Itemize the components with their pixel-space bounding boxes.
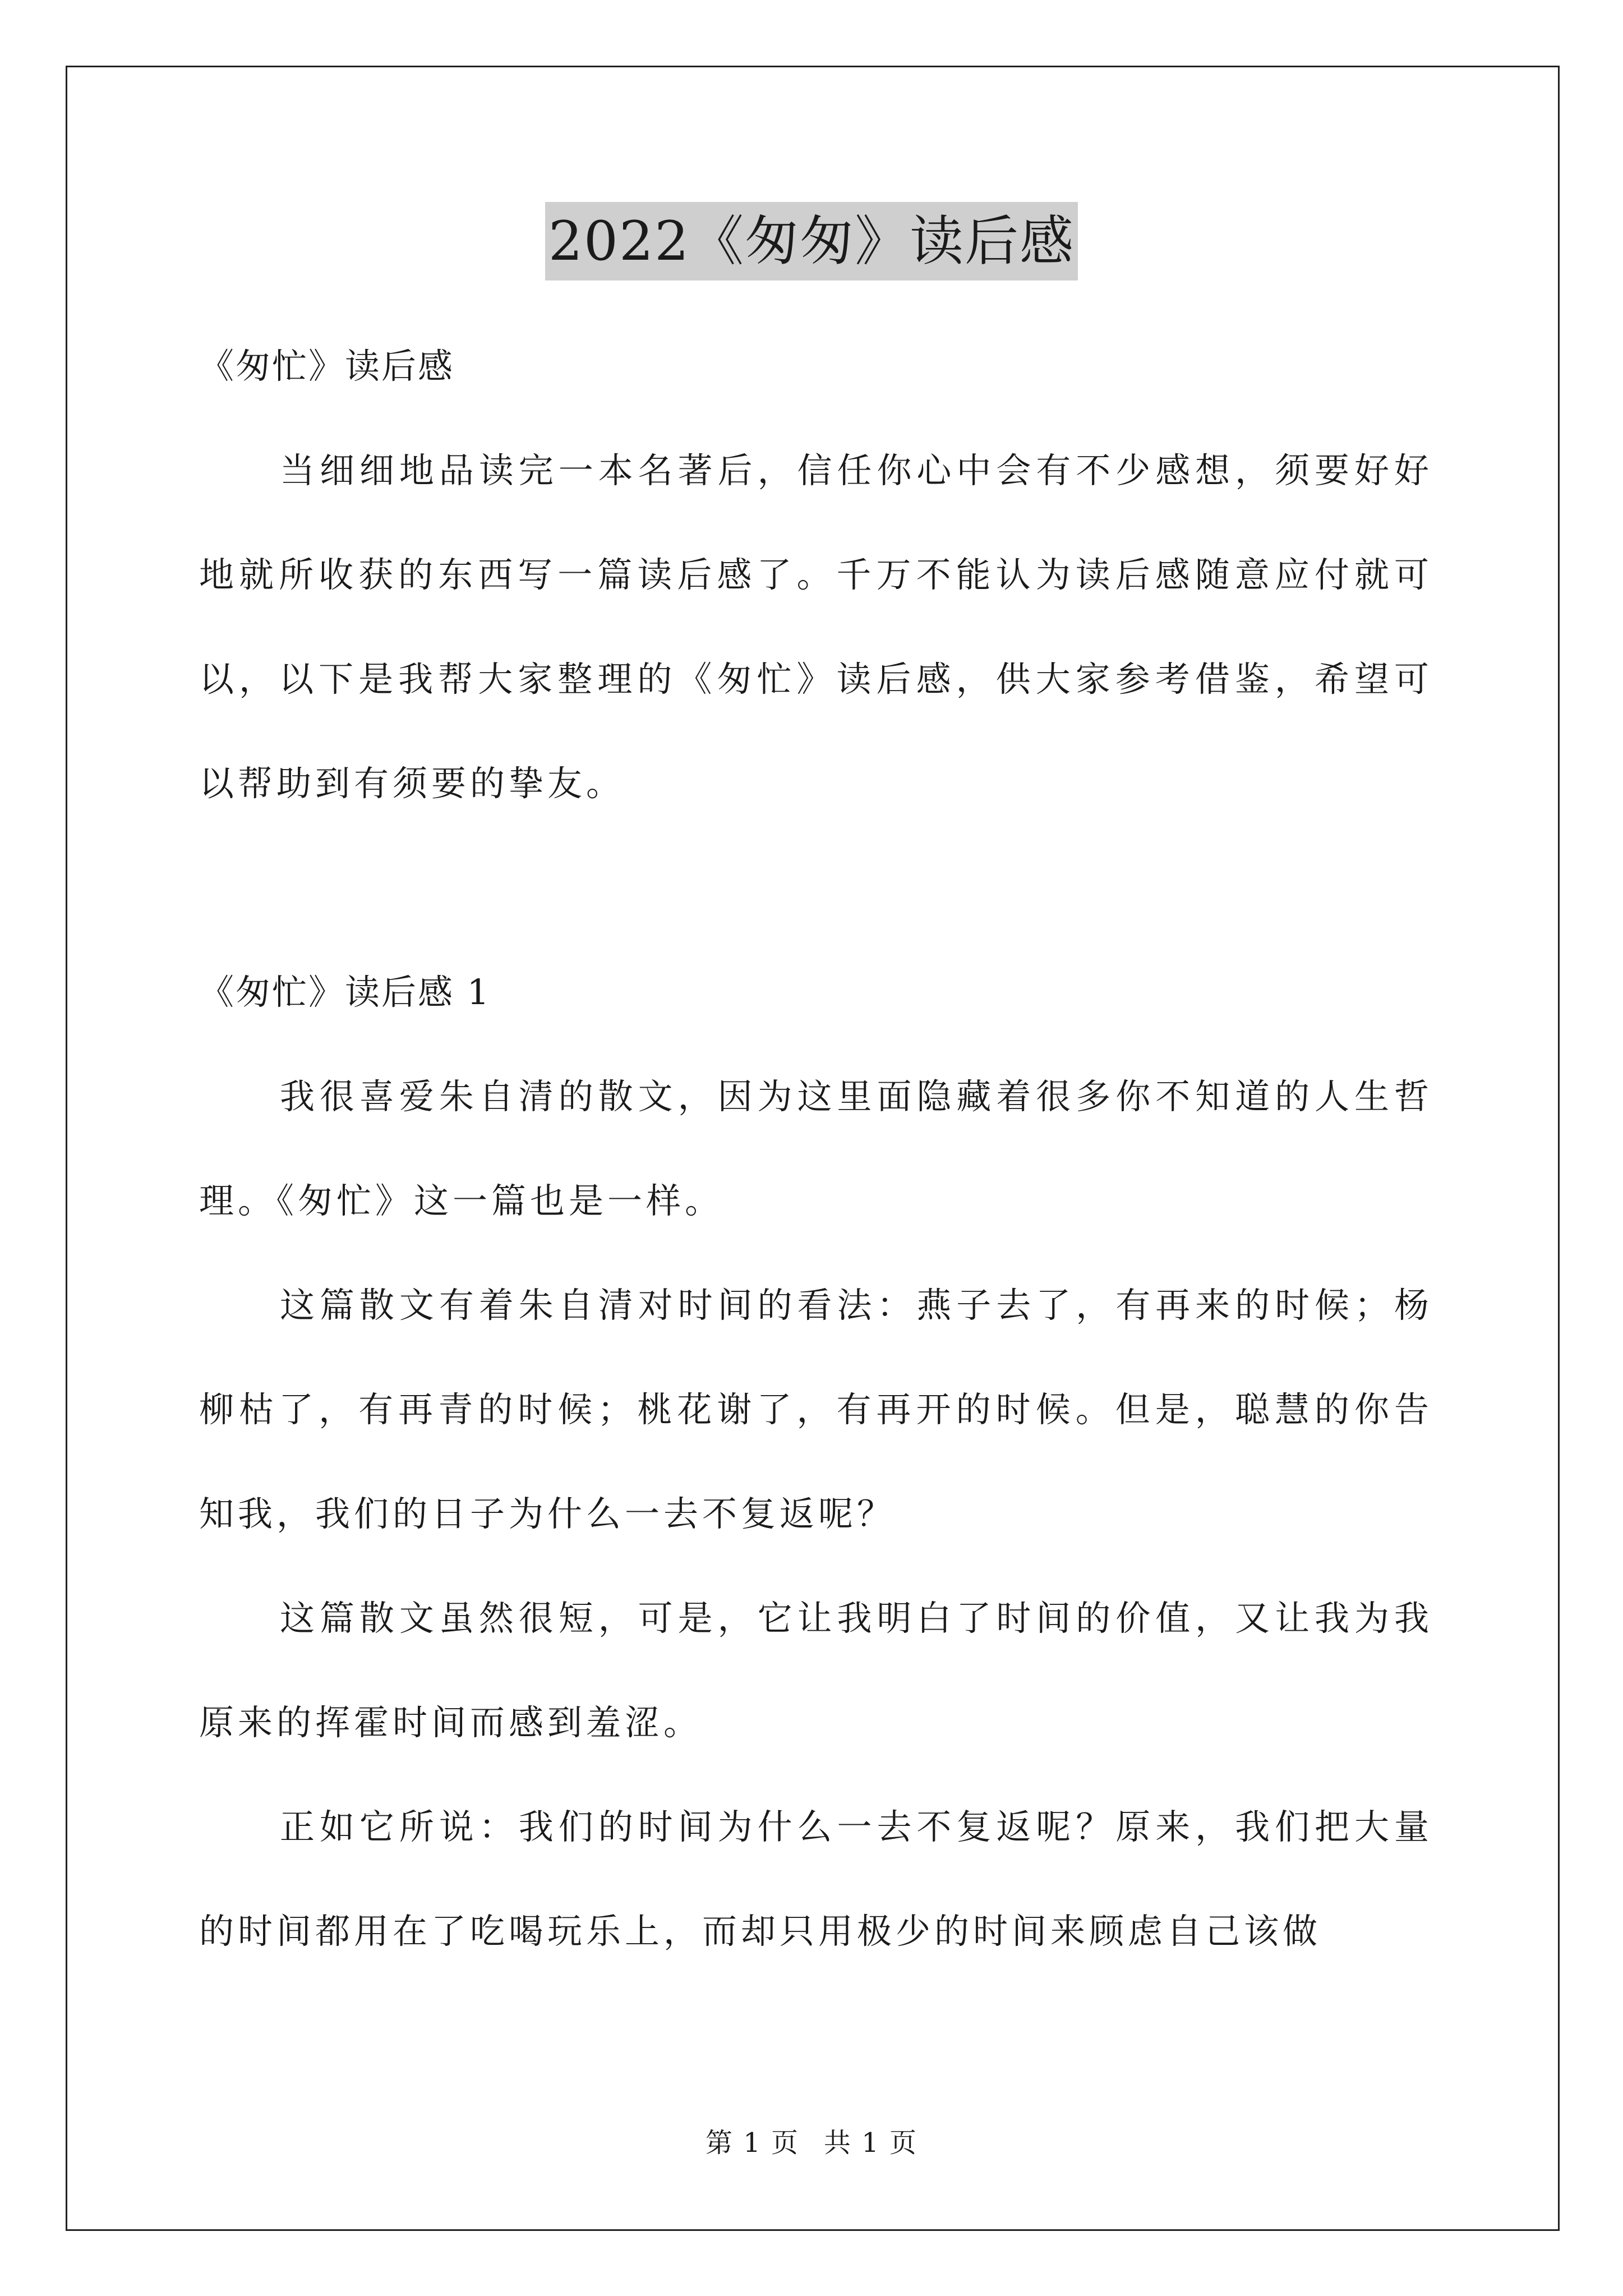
body-paragraph: 当细细地品读完一本名著后，信任你心中会有不少感想，须要好好地就所收获的东西写一篇读后感了。千万不能认为读后感随意应付就可以，以下是我帮大家整理的《匆忙》读后感，供大家参考借鉴，希望可以帮助到有须要的挚友。 [199, 450, 1433, 804]
title-container [0, 202, 1623, 280]
section-heading: 《匆忙》读后感 [199, 346, 455, 386]
paragraph-gap [199, 836, 1433, 940]
document-body [199, 314, 1433, 1984]
body-paragraph: 这篇散文虽然很短，可是，它让我明白了时间的价值，又让我为我原来的挥霍时间而感到羞涩。 [199, 1598, 1433, 1743]
page-total: 共 1 页 [824, 2127, 918, 2159]
body-paragraph: 正如它所说：我们的时间为什么一去不复返呢？原来，我们把大量的时间都用在了吃喝玩乐上，而却只用极少的时间来顾虑自己该做 [199, 1806, 1433, 1952]
document-title: 2022《匆匆》读后感 [545, 202, 1078, 280]
page-footer [0, 2126, 1623, 2160]
body-paragraph: 我很喜爱朱自清的散文，因为这里面隐藏着很多你不知道的人生哲理。《匆忙》这一篇也是一样。 [199, 1076, 1433, 1221]
section-heading: 《匆忙》读后感 1 [199, 972, 491, 1013]
body-paragraph: 这篇散文有着朱自清对时间的看法：燕子去了，有再来的时候；杨柳枯了，有再青的时候；桃花谢了，有再开的时候。但是，聪慧的你告知我，我们的日子为什么一去不复返呢？ [199, 1285, 1433, 1534]
page-number: 第 1 页 [705, 2127, 799, 2159]
